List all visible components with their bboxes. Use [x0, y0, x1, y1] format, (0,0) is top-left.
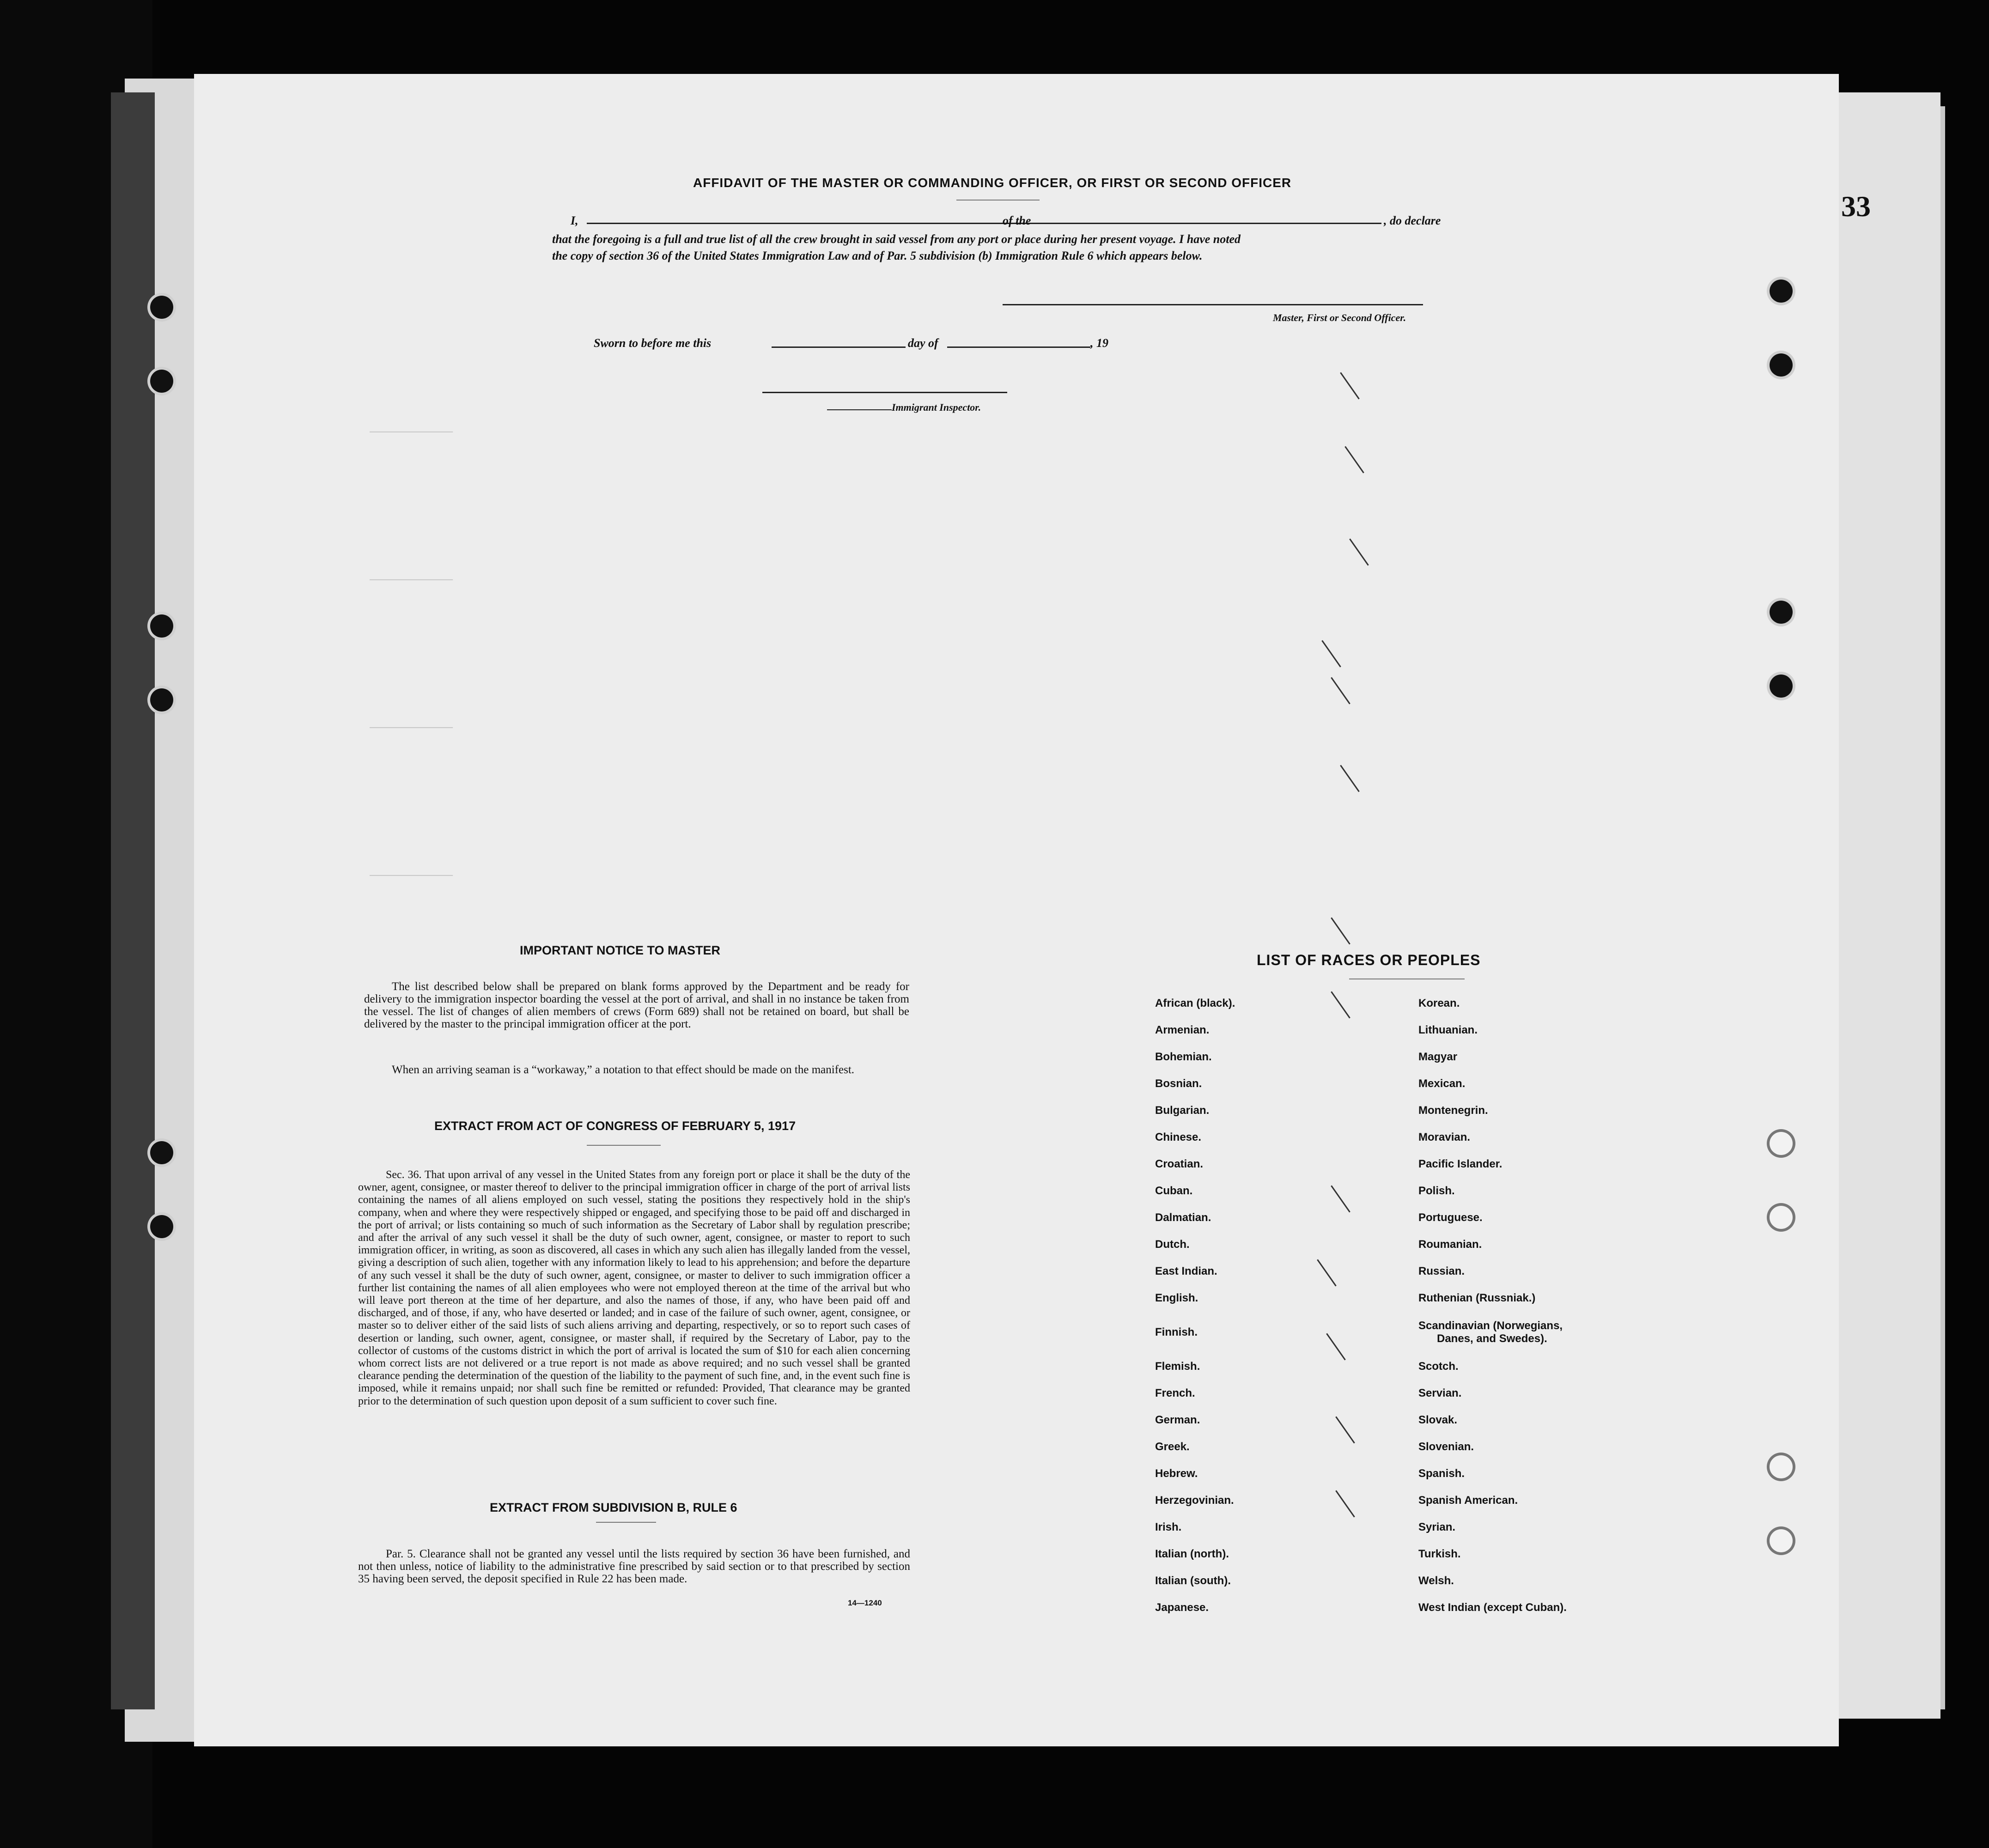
- race-right-5: Montenegrin.: [1418, 1104, 1488, 1117]
- race-right-16: Slovak.: [1418, 1414, 1458, 1426]
- rule-heading: EXTRACT FROM SUBDIVISION B, RULE 6: [490, 1501, 737, 1514]
- race-right-12: Ruthenian (Russniak.): [1418, 1292, 1536, 1304]
- binder-hole: [150, 296, 173, 319]
- race-right-7: Pacific Islander.: [1418, 1158, 1502, 1170]
- race-right-17: Slovenian.: [1418, 1441, 1474, 1453]
- race-left-1: African (black).: [1155, 997, 1235, 1009]
- binder-hole: [150, 688, 173, 711]
- race-right-13: Scandinavian (Norwegians,: [1418, 1319, 1563, 1332]
- title-rule: [956, 200, 1040, 201]
- pen-tick-mark: [1326, 1333, 1346, 1360]
- affidavit-title: AFFIDAVIT OF THE MASTER OR COMMANDING OFFICER, OR FIRST OR SECOND OFFICER: [693, 176, 1292, 190]
- race-left-4: Bosnian.: [1155, 1077, 1202, 1090]
- binder-hole: [1770, 1529, 1793, 1552]
- race-right-15: Servian.: [1418, 1387, 1462, 1399]
- bleed-through-mark: ──────────: [370, 721, 453, 736]
- affidavit-line1-mid: of the: [1003, 214, 1031, 227]
- inspector-signature-field[interactable]: [762, 392, 1007, 393]
- binder-hole: [1770, 1455, 1793, 1478]
- signature-label: Master, First or Second Officer.: [1273, 312, 1406, 323]
- notice-heading: IMPORTANT NOTICE TO MASTER: [520, 943, 720, 957]
- binder-hole: [1770, 353, 1793, 377]
- race-right-4: Mexican.: [1418, 1077, 1466, 1090]
- bleed-through-mark: ──────────: [370, 425, 453, 441]
- race-right-11: Russian.: [1418, 1265, 1465, 1277]
- race-right-21: Turkish.: [1418, 1548, 1461, 1560]
- pen-tick-mark: [1335, 1416, 1355, 1443]
- pen-tick-mark: [1331, 991, 1350, 1018]
- race-left-8: Cuban.: [1155, 1185, 1193, 1197]
- affidavit-line3: the copy of section 36 of the United States Immigration Law and of Par. 5 subdivision (b) Immigration Rule 6 which appears below.: [552, 249, 1203, 262]
- act-section-36-text: Sec. 36. That upon arrival of any vessel in the United States from any foreign port or place it shall be the duty of the owner, agent, consignee, or master thereof to deliver to the principal immigration officer in charge of the port of arrival lists containing the names of all aliens employed on such vessel, stating the positions they respectively hold in the ship's company, when and where they were respectively shipped or engaged, and specifying those to be paid off and discharged in the port of arrival; or lists containing so much of such information as the Secretary of Labor shall by regulation prescribe; and after the arrival of any such vessel it shall be the duty of such owner, agent, consignee, or master to report to such immigration officer, in writing, as soon as discovered, all cases in which any such alien has illegally landed from the vessel, giving a description of such alien, together with any information likely to lead to his apprehension; and before the departure of any such vessel it shall be the duty of such owner, agent, consignee, or master to deliver to such immigration officer a further list containing the names of all alien employees who were not employed thereon at the time of the arrival but who will leave port thereon at the time of her departure, and also the names of those, if any, who have been paid off and discharged, and of those, if any, who have deserted or landed; and in case of the failure of such owner, agent, consignee, or master so to deliver either of the said lists of such aliens arriving and departing, respectively, or so to report such cases of desertion or landing, such owner, agent, consignee, or master shall, if required by the Secretary of Labor, pay to the collector of customs of the customs district in which the port of arrival is located the sum of $10 for each alien concerning whom correct lists are not delivered or a true report is not made as above required; and no such vessel shall be granted clearance pending the determination of the question of the liability to the payment of such fine, and, in the event such fine is imposed, while it remains unpaid; nor shall such fine be remitted or refunded: Provided, That clearance may be granted prior to the determination of such question upon deposit of a sum sufficient to cover such fine.: [358, 1169, 910, 1407]
- race-right-10: Roumanian.: [1418, 1238, 1482, 1251]
- race-left-16: German.: [1155, 1414, 1200, 1426]
- race-right-13-cont: Danes, and Swedes).: [1437, 1332, 1547, 1345]
- binder-hole: [1770, 280, 1793, 303]
- races-title: LIST OF RACES OR PEOPLES: [1257, 952, 1481, 968]
- pen-tick-mark: [1349, 538, 1369, 565]
- pen-tick-mark: [1321, 640, 1341, 667]
- race-left-23: Japanese.: [1155, 1601, 1209, 1614]
- notice-paragraph-1: The list described below shall be prepared on blank forms approved by the Department and be ready for delivery to the immigration inspector boarding the vessel at the port of arrival, and shall in no instance be taken from the vessel. The list of changes of alien members of crews (Form 689) shall not be retained on board, but shall be delivered by the master to the principal immigration officer at the port.: [364, 980, 909, 1030]
- binder-hole: [150, 1215, 173, 1238]
- race-right-20: Syrian.: [1418, 1521, 1456, 1533]
- race-left-6: Chinese.: [1155, 1131, 1202, 1143]
- bleed-through-mark: ──────────: [370, 869, 453, 884]
- notice-paragraph-2: When an arriving seaman is a “workaway,” a notation to that effect should be made on the manifest.: [392, 1064, 855, 1076]
- race-left-10: Dutch.: [1155, 1238, 1190, 1251]
- race-left-13: Finnish.: [1155, 1326, 1198, 1338]
- inspector-rule: [827, 409, 892, 410]
- pen-tick-mark: [1335, 1490, 1355, 1517]
- pen-tick-mark: [1331, 1185, 1350, 1212]
- race-left-17: Greek.: [1155, 1441, 1190, 1453]
- sworn-day-field[interactable]: [772, 346, 906, 348]
- form-number: 14—1240: [848, 1599, 882, 1607]
- sworn-prefix: Sworn to before me this: [594, 336, 712, 350]
- binder-hole: [150, 1141, 173, 1164]
- race-left-20: Irish.: [1155, 1521, 1182, 1533]
- race-left-19: Herzegovinian.: [1155, 1494, 1234, 1507]
- binder-hole: [1770, 1206, 1793, 1229]
- race-left-5: Bulgarian.: [1155, 1104, 1210, 1117]
- bleed-through-mark: ──────────: [370, 573, 453, 589]
- affidavit-line1-prefix: I,: [571, 214, 578, 227]
- race-left-7: Croatian.: [1155, 1158, 1204, 1170]
- race-left-3: Bohemian.: [1155, 1051, 1212, 1063]
- race-left-21: Italian (north).: [1155, 1548, 1229, 1560]
- pen-tick-mark: [1344, 446, 1364, 473]
- binder-hole: [1770, 675, 1793, 698]
- race-left-2: Armenian.: [1155, 1024, 1210, 1036]
- rule-heading-rule: [596, 1522, 656, 1523]
- pen-tick-mark: [1340, 765, 1360, 792]
- race-left-22: Italian (south).: [1155, 1574, 1231, 1587]
- binder-strip: [111, 92, 155, 1709]
- form-sheet: [194, 74, 1839, 1746]
- race-left-12: English.: [1155, 1292, 1198, 1304]
- race-right-22: Welsh.: [1418, 1574, 1454, 1587]
- inspector-label: Immigrant Inspector.: [892, 401, 981, 413]
- race-left-9: Dalmatian.: [1155, 1211, 1211, 1224]
- pen-tick-mark: [1331, 917, 1350, 944]
- sworn-month-field[interactable]: [947, 346, 1090, 348]
- race-right-2: Lithuanian.: [1418, 1024, 1478, 1036]
- sworn-day-label: day of: [908, 336, 938, 350]
- race-right-9: Portuguese.: [1418, 1211, 1483, 1224]
- race-left-15: French.: [1155, 1387, 1195, 1399]
- race-right-14: Scotch.: [1418, 1360, 1459, 1373]
- binder-hole: [150, 614, 173, 638]
- race-right-19: Spanish American.: [1418, 1494, 1518, 1507]
- binder-hole: [150, 370, 173, 393]
- page-number: 33: [1841, 190, 1871, 223]
- pen-tick-mark: [1340, 372, 1360, 399]
- race-right-3: Magyar: [1418, 1051, 1458, 1063]
- act-heading-rule: [587, 1145, 661, 1146]
- race-right-1: Korean.: [1418, 997, 1460, 1009]
- race-left-14: Flemish.: [1155, 1360, 1200, 1373]
- rule-par-5-text: Par. 5. Clearance shall not be granted any vessel until the lists required by section 36 have been furnished, and not then unless, notice of liability to the administrative fine prescribed by said section or to that prescribed by section 35 having been served, the deposit specified in Rule 22 has been made.: [358, 1548, 910, 1585]
- pen-tick-mark: [1317, 1259, 1337, 1286]
- race-right-18: Spanish.: [1418, 1467, 1465, 1480]
- race-right-6: Moravian.: [1418, 1131, 1471, 1143]
- race-right-23: West Indian (except Cuban).: [1418, 1601, 1567, 1614]
- binder-hole: [1770, 601, 1793, 624]
- vessel-name-field[interactable]: [1040, 223, 1381, 224]
- race-left-18: Hebrew.: [1155, 1467, 1198, 1480]
- affidavit-line1-suffix: , do declare: [1384, 214, 1441, 227]
- pen-tick-mark: [1331, 677, 1350, 704]
- act-heading: EXTRACT FROM ACT OF CONGRESS OF FEBRUARY 5, 1917: [434, 1119, 796, 1133]
- sworn-year-label: , 19: [1090, 336, 1108, 350]
- race-right-8: Polish.: [1418, 1185, 1455, 1197]
- signature-field[interactable]: [1003, 304, 1423, 305]
- race-left-11: East Indian.: [1155, 1265, 1217, 1277]
- affidavit-line2: that the foregoing is a full and true list of all the crew brought in said vessel from any port or place during her present voyage. I have noted: [552, 232, 1241, 246]
- binder-hole: [1770, 1132, 1793, 1155]
